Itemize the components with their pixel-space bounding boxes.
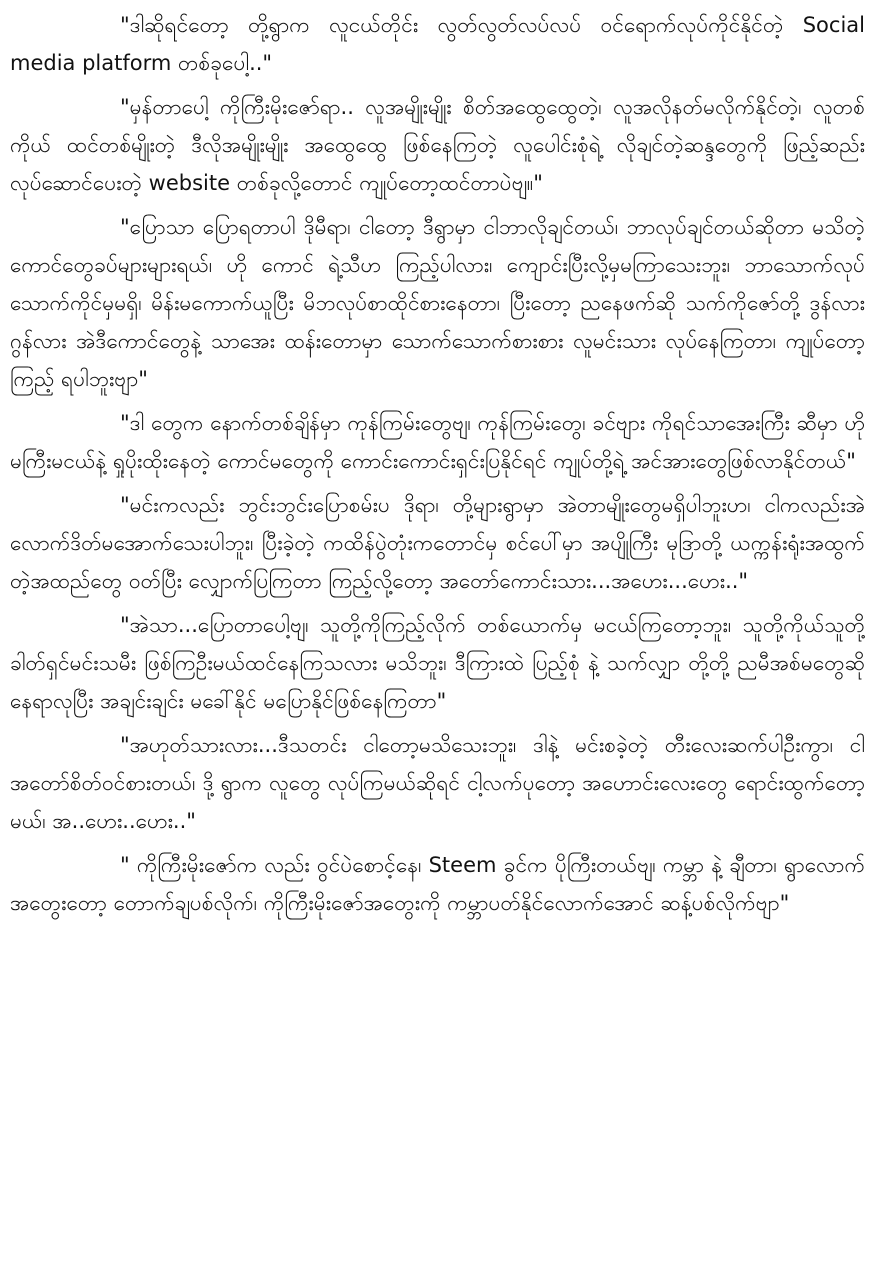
dialogue-paragraph: "အဟုတ်သားလား...ဒီသတင်း ငါတော့မသိသေးဘူး၊ ဒါနဲ့ မင်းစခဲ့တဲ့ တီးလေးဆက်ပါဦးကွာ၊ ငါအတော်စိတ်ဝင်စားတယ်၊ ဒို့ ရွာက လူတွေ လုပ်ကြမယ်ဆိုရင် ငါ့လက်ပုတော့ အဟောင်းလေးတွေ ရောင်းထွက်တော့မယ်၊ အ..ဟေး..ဟေး.." [10, 733, 865, 833]
dialogue-paragraph: "ပြောသာ ပြောရတာပါ ဒိုမီရာ၊ ငါတော့ ဒီရွာမှာ ငါဘာလိုချင်တယ်၊ ဘာလုပ်ချင်တယ်ဆိုတာ မသိတဲ့ကောင်တွေခပ်များများရယ်၊ ဟို ကောင် ရဲ့သီဟ ကြည့်ပါလား၊ ကျောင်းပြီးလို့မှမကြာသေးဘူး၊ ဘာသောက်လုပ်သောက်ကိုင်မှမရှိ၊ မိန်းမကောက်ယူပြီး မိဘလုပ်စာထိုင်စားနေတာ၊ ပြီးတော့ ညနေဖက်ဆို သက်ကိုဇော်တို့ ဒွန်လား ဂွန်လား အဲဒီကောင်တွေနဲ့ သာအေး ထန်းတောမှာ သောက်သောက်စားစား လူမင်းသား လုပ်နေကြတာ၊ ကျုပ်တော့ကြည့် ရပါဘူးဗျာ" [10, 215, 865, 391]
dialogue-paragraph: "ဒါဆိုရင်တော့ တို့ရွာက လူငယ်တိုင်း လွတ်လွတ်လပ်လပ် ဝင်ရောက်လုပ်ကိုင်နိုင်တဲ့ Social media platform တစ်ခုပေါ့.." [10, 13, 865, 75]
dialogue-paragraph: "မင်းကလည်း ဘွင်းဘွင်းပြောစမ်းပ ဒိုရာ၊ တို့များရွာမှာ အဲတာမျိုးတွေမရှိပါဘူးဟ၊ ငါကလည်းအဲလောက်ဒိတ်မအောက်သေးပါဘူး၊ ပြီးခဲ့တဲ့ ကထိန်ပွဲတုံးကတောင်မှ စင်ပေါ်မှာ အပျိုကြီး မုဒြာတို့ ယက္ကန်းရုံးအထွက်တဲ့အထည်တွေ ဝတ်ပြီး လျှောက်ပြကြတာ ကြည့်လို့တော့ အတော်ကောင်းသား...အဟေး...ဟေး.." [10, 493, 865, 593]
dialogue-paragraph: " ကိုကြီးမိုးဇော်က လည်း ဝွင်ပဲစောင့်နေ၊ Steem ခွင်က ပိုကြီးတယ်ဗျ၊ ကမ္ဘာ နဲ့ ချီတာ၊ ရွာလောက်အတွေးတော့ တောက်ချပစ်လိုက်၊ ကိုကြီးမိုးဇော်အတွေးကို ကမ္ဘာပတ်နိုင်လောက်အောင် ဆန့်ပစ်လိုက်ဗျာ" [10, 853, 865, 915]
dialogue-paragraph: "ဒါ တွေက နောက်တစ်ချိန်မှာ ကုန်ကြမ်းတွေဗျ၊ ကုန်ကြမ်းတွေ၊ ခင်ဗျား ကိုရင်သာအေးကြီး ဆီမှာ ဟို မကြီးမငယ်နဲ့ ရှုပိုးထိုးနေတဲ့ ကောင်မတွေကို ကောင်းကောင်းရှင်းပြနိုင်ရင် ကျုပ်တို့ရဲ့ အင်အားတွေဖြစ်လာနိုင်တယ်" [10, 411, 865, 473]
dialogue-paragraph: "မှန်တာပေါ့ ကိုကြီးမိုးဇော်ရာ.. လူအမျိုးမျိုး စိတ်အထွေထွေတဲ့၊ လူအလိုနတ်မလိုက်နိုင်တဲ့၊ လူတစ်ကိုယ် ထင်တစ်မျိုးတဲ့ ဒီလိုအမျိုးမျိုး အထွေထွေ ဖြစ်နေကြတဲ့ လူပေါင်းစုံရဲ့ လိုချင်တဲ့ဆန္ဒတွေကို ဖြည့်ဆည်းလုပ်ဆောင်ပေးတဲ့ website တစ်ခုလို့တောင် ကျုပ်တော့ထင်တာပဲဗျ။" [10, 95, 865, 195]
dialogue-paragraph: "အဲသာ...ပြောတာပေါ့ဗျ၊ သူတို့ကိုကြည့်လိုက် တစ်ယောက်မှ မငယ်ကြတော့ဘူး၊ သူတို့ကိုယ်သူတို့ ခါတ်ရှင်မင်းသမီး ဖြစ်ကြဦးမယ်ထင်နေကြသလား မသိဘူး၊ ဒီကြားထဲ ပြည့်စုံ နဲ့ သက်လျှာ တို့တို့ ညမီအစ်မတွေဆို နေရာလုပြီး အချင်းချင်း မခေါ်နိုင် မပြောနိုင်ဖြစ်နေကြတာ" [10, 613, 865, 713]
